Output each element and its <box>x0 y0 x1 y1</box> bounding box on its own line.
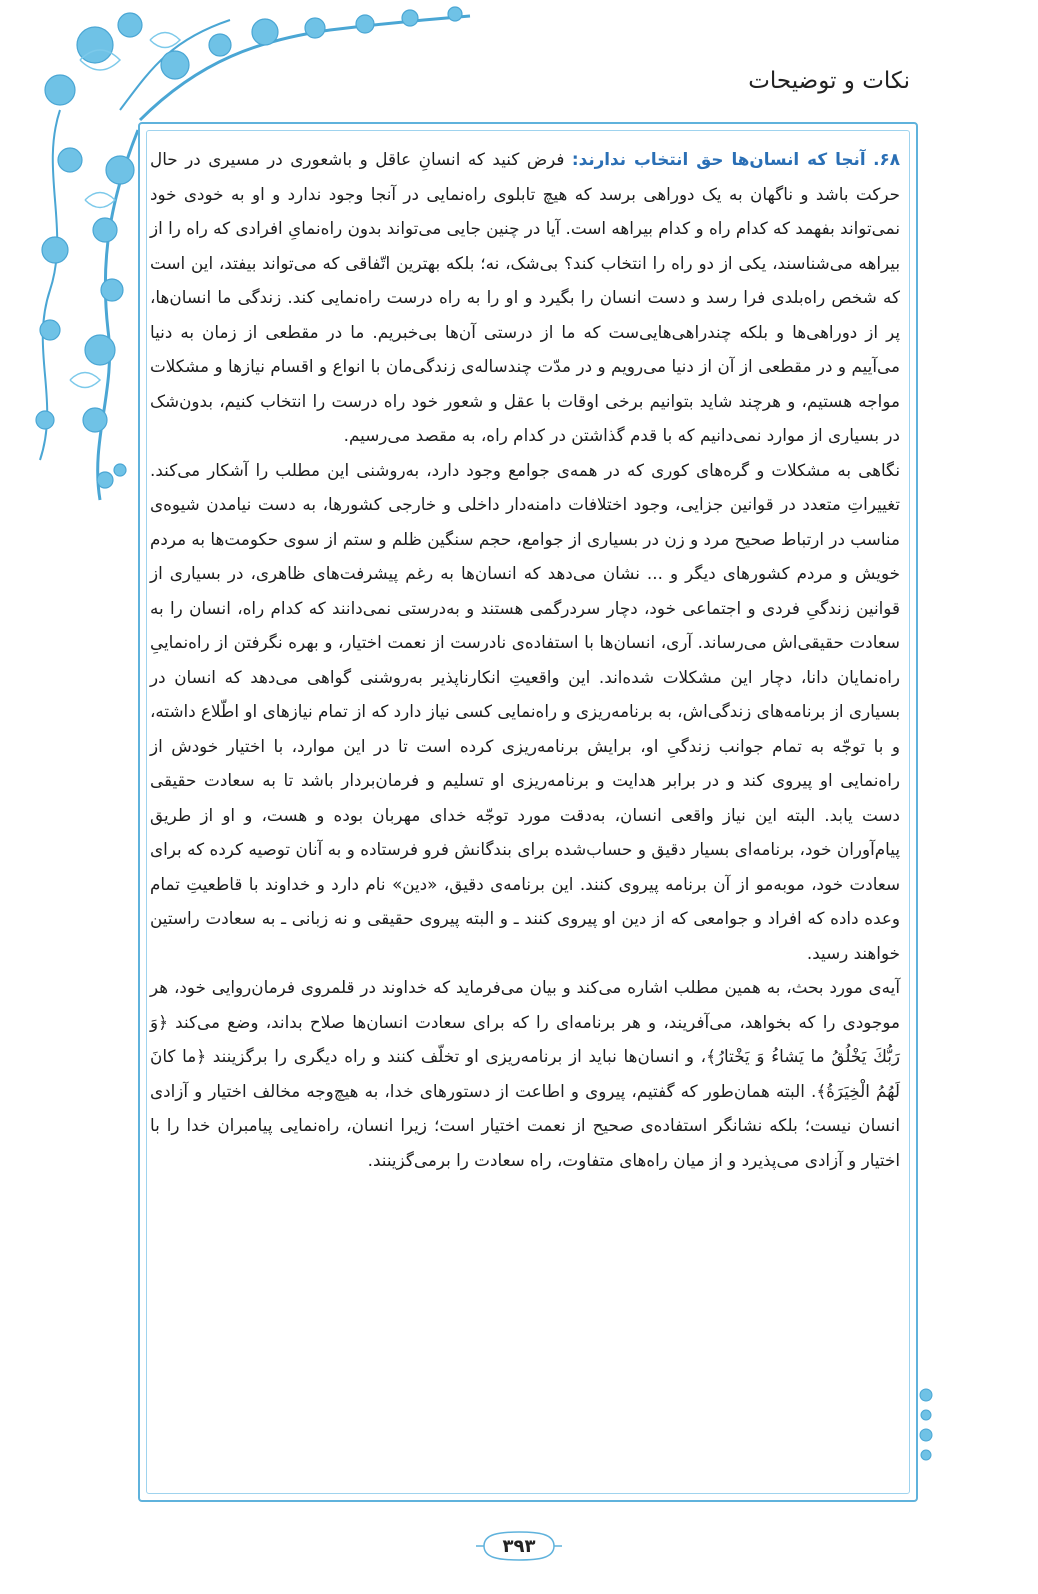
quran-verse-1: ﴿وَ رَبُّكَ يَخْلُقُ ما يَشاءُ وَ يَخْتارُ﴾ <box>150 1011 901 1066</box>
note-paragraph-3 <box>150 970 900 1177</box>
note-number: ۶۸. <box>873 149 900 169</box>
note-text-3b: ، و انسان‌ها نباید از برنامه‌ریزی او تخلّف کنند و راه دیگری را برگزینند <box>212 1046 707 1066</box>
note-paragraph-2: نگاهی به مشکلات و گره‌های کوری که در همه‌ی جوامع وجود دارد، به‌روشنی این مطلب را آشکار می‌کند. تغییراتِ متعدد در قوانین جزایی، وجود اختلافات دامنه‌دار داخلی و خارجی کشورها، به دست نیامدن شیوه‌ی مناسب در ارتباط صحیح مرد و زن در بسیاری از جوامع، حجم سنگین ظلم و ستم از سوی حکومت‌ها به مردم خویش و مردم کشورهای دیگر و ... نشان می‌دهد که انسان‌ها به رغم پیشرفت‌های ظاهری، در بسیاری از قوانین زندگیِ فردی و اجتماعی خود، دچار سردرگمی هستند و به‌درستی نمی‌دانند که کدام راه، انسان را به سعادت حقیقی‌اش می‌رساند. آری، انسان‌ها با استفاده‌ی نادرست از نعمت اختیار، و بهره نگرفتن از راه‌نماییِ راه‌نمایان دانا، دچار این مشکلات شده‌اند. این واقعیتِ انکارناپذیر به‌روشنی گواهی می‌دهد که انسان در بسیاری از برنامه‌های زندگی‌اش، به برنامه‌ریزی و راه‌نمایی کسی نیاز دارد که از تمام نیازهای او اطّلاع داشته، و با توجّه به تمام جوانب زندگیِ او، برایش برنامه‌ریزی کرده است تا در این موارد، با اختیار خودش از راه‌نمایی او پیروی کند و در برابر هدایت و برنامه‌ریزی او تسلیم و فرمان‌بردار باشد تا به سعادت حقیقی دست یابد. البته این نیاز واقعی انسان، به‌دقت مورد توجّه خدای مهربان بوده و هست، و او از طریق پیام‌آوران خود، برنامه‌ای بسیار دقیق و حساب‌شده برای بندگانش فرو فرستاده و به آنان توصیه کرده که برای سعادت خود، موبه‌مو از آن برنامه پیروی کنند. این برنامه‌ی دقیق، «دین» نام دارد و خداوند با قاطعیتِ تمام وعده داده که افراد و جوامعی که از دین او پیروی کنند ـ و البته پیروی حقیقی و نه زبانی ـ به سعادت راستین خواهند رسید. <box>149 459 900 963</box>
note-heading: آنجا که انسان‌ها حق انتخاب ندارند: <box>571 149 866 169</box>
note-text-1: فرض کنید که انسانِ عاقل و باشعوری در مسیری در حال حرکت باشد و ناگهان به یک دوراهی برسد که هیچ تابلوی راه‌نمایی در آنجا وجود ندارد و او به خودی خود نمی‌تواند بفهمد که کدام راه و کدام بیراهه است. آیا در چنین جایی می‌تواند بدون راه‌نمایِ افرادی که راه را از بیراهه می‌شناسند، یکی از دو راه را انتخاب کند؟ بی‌شک، نه؛ بلکه بهترین اتّفاقی که می‌تواند بیفتد، این است که شخص راه‌بلدی فرا رسد و دست انسان را بگیرد و او را به راه درست راه‌نمایی کند. زندگی ما انسان‌ها، پر از دوراهی‌ها و بلکه چندراهی‌هایی‌ست که ما از درستی آن‌ها بی‌خبریم. ما در مقطعی از زمان به دنیا می‌آییم و در مقطعی از آن از دنیا می‌رویم و در مدّت چندساله‌ی زندگی‌مان با انواع و اقسام نیازها و مشکلات مواجه هستیم، و هرچند شاید بتوانیم برخی اوقات با عقل و شعور خود راه درست را انتخاب کنیم، بدون‌شک در بسیاری از موارد نمی‌دانیم که با قدم گذاشتن در کدام راه، به مقصد می‌رسیم. <box>150 149 900 445</box>
note-text-3c: . البته همان‌طور که گفتیم، پیروی و اطاعت از دستورهای خدا، به هیچ‌وجه مخالف اختیار و آزادی انسان نیست؛ بلکه نشانگر استفاده‌ی صحیح از نعمت اختیار است؛ زیرا انسان، راه‌نمایی پیامبران خدا را با اختیار و آزادی می‌پذیرد و از میان راه‌های متفاوت، راه سعادت را برمی‌گزینند. <box>150 1080 900 1170</box>
page-number-badge <box>474 1528 564 1564</box>
note-body <box>150 142 900 1177</box>
quran-verse-2: ﴿ما كانَ لَهُمُ الْخِيَرَةُ﴾ <box>150 1046 900 1101</box>
note-text-3a: آیه‌ی مورد بحث، به همین مطلب اشاره می‌کند و بیان می‌فرماید که خداوند در قلمروی فرمان‌روایی خود، هر موجودی را که بخواهد، می‌آفریند، و هر برنامه‌ای را که برای سعادت انسان‌ها صلاح بداند، وضع می‌کند <box>150 977 900 1032</box>
page-number: ۳۹۳ <box>502 1535 536 1557</box>
frame-corner-ornament <box>906 1380 946 1470</box>
running-head: نکات و توضیحات <box>748 68 910 94</box>
note-paragraph-1 <box>150 142 900 453</box>
